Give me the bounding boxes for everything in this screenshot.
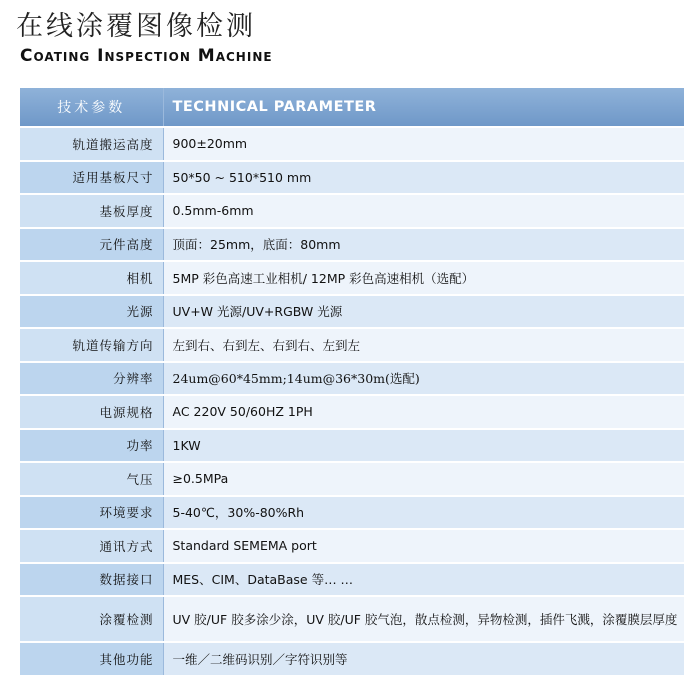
row-value: UV+W 光源/UV+RGBW 光源 xyxy=(163,295,684,329)
row-label: 轨道传输方向 xyxy=(20,328,163,362)
table-row-environment xyxy=(20,496,684,530)
table-row-board-thickness xyxy=(20,194,684,228)
row-value: AC 220V 50/60HZ 1PH xyxy=(163,395,684,429)
table-row-data-interface xyxy=(20,563,684,597)
row-label: 轨道搬运高度 xyxy=(20,127,163,161)
page-title-chinese: 在线涂覆图像检测 xyxy=(16,11,256,42)
table-row-other-functions xyxy=(20,642,684,676)
table-row-light-source xyxy=(20,295,684,329)
table-row-track-direction xyxy=(20,328,684,362)
row-label: 光源 xyxy=(20,295,163,329)
row-value: ≥0.5MPa xyxy=(163,462,684,496)
table-row-resolution xyxy=(20,362,684,396)
row-label: 基板厚度 xyxy=(20,194,163,228)
row-value: 1KW xyxy=(163,429,684,463)
row-value: Standard SEMEMA port xyxy=(163,529,684,563)
header-label: 技术参数 xyxy=(20,88,163,127)
table-row-communication xyxy=(20,529,684,563)
header-value: TECHNICAL PARAMETER xyxy=(163,88,684,127)
row-label: 数据接口 xyxy=(20,563,163,597)
row-label: 相机 xyxy=(20,261,163,295)
table-row-component-height xyxy=(20,228,684,262)
row-value: 5MP 彩色高速工业相机/ 12MP 彩色高速相机（选配） xyxy=(163,261,684,295)
row-value: 5-40℃，30%-80%Rh xyxy=(163,496,684,530)
row-label: 功率 xyxy=(20,429,163,463)
table-row-power-spec xyxy=(20,395,684,429)
row-label: 环境要求 xyxy=(20,496,163,530)
row-value: 900±20mm xyxy=(163,127,684,161)
row-label: 适用基板尺寸 xyxy=(20,161,163,195)
row-value: 左到右、右到左、右到右、左到左 xyxy=(163,328,684,362)
table-header-row xyxy=(20,88,684,127)
row-value: 顶面：25mm，底面：80mm xyxy=(163,228,684,262)
row-value: MES、CIM、DataBase 等… … xyxy=(163,563,684,597)
row-value: 24um@60*45mm;14um@36*30m(选配) xyxy=(163,362,684,396)
row-value: UV 胶/UF 胶多涂少涂，UV 胶/UF 胶气泡，散点检测，异物检测，插件飞溅，涂覆膜层厚度 xyxy=(163,596,684,642)
table-row-camera xyxy=(20,261,684,295)
row-label: 分辨率 xyxy=(20,362,163,396)
row-label: 电源规格 xyxy=(20,395,163,429)
page-title-english: Coating Inspection Machine xyxy=(20,46,273,66)
row-label: 元件高度 xyxy=(20,228,163,262)
row-label: 其他功能 xyxy=(20,642,163,676)
table-row-track-height xyxy=(20,127,684,161)
row-value: 50*50 ~ 510*510 mm xyxy=(163,161,684,195)
table-row-air-pressure xyxy=(20,462,684,496)
row-value: 0.5mm-6mm xyxy=(163,194,684,228)
table-row-board-size xyxy=(20,161,684,195)
row-label: 气压 xyxy=(20,462,163,496)
table-row-power xyxy=(20,429,684,463)
table-row-coating-inspection xyxy=(20,596,684,642)
row-value: 一维／二维码识别／字符识别等 xyxy=(163,642,684,676)
row-label: 通讯方式 xyxy=(20,529,163,563)
technical-parameter-table xyxy=(20,88,684,677)
row-label: 涂覆检测 xyxy=(20,596,163,642)
